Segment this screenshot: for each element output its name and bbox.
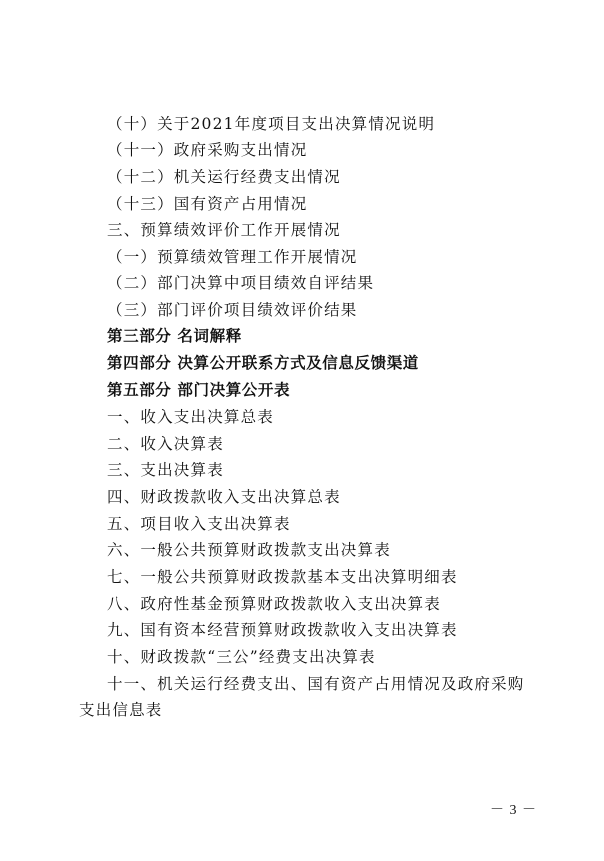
table-item-1: 一、收入支出决算总表: [107, 408, 275, 426]
toc-item-13: （十三）国有资产占用情况: [107, 195, 308, 213]
page-number: － 3 －: [490, 803, 537, 818]
table-item-3: 三、支出决算表: [107, 461, 224, 479]
table-item-10: 十、财政拨款“三公”经费支出决算表: [107, 648, 376, 666]
toc-subitem-3: （三）部门评价项目绩效评价结果: [107, 301, 358, 319]
table-item-7: 七、一般公共预算财政拨款基本支出决算明细表: [107, 568, 458, 586]
table-item-11-continuation: 支出信息表: [79, 701, 163, 719]
table-item-4: 四、财政拨款收入支出决算总表: [107, 488, 341, 506]
table-item-8: 八、政府性基金预算财政拨款收入支出决算表: [107, 595, 442, 613]
table-item-2: 二、收入决算表: [107, 435, 224, 453]
part-three-heading: 第三部分 名词解释: [107, 327, 242, 345]
toc-item-11: （十一）政府采购支出情况: [107, 141, 308, 159]
table-item-5: 五、项目收入支出决算表: [107, 515, 291, 533]
table-item-11: 十一、机关运行经费支出、国有资产占用情况及政府采购: [107, 675, 525, 693]
toc-subitem-2: （二）部门决算中项目绩效自评结果: [107, 274, 375, 292]
toc-subitem-1: （一）预算绩效管理工作开展情况: [107, 248, 358, 266]
table-item-9: 九、国有资本经营预算财政拨款收入支出决算表: [107, 621, 458, 639]
toc-item-10: （十）关于2021年度项目支出决算情况说明: [107, 115, 436, 133]
table-item-6: 六、一般公共预算财政拨款支出决算表: [107, 541, 391, 559]
part-four-heading: 第四部分 决算公开联系方式及信息反馈渠道: [107, 354, 419, 372]
toc-item-12: （十二）机关运行经费支出情况: [107, 168, 341, 186]
toc-section-3: 三、预算绩效评价工作开展情况: [107, 221, 341, 239]
part-five-heading: 第五部分 部门决算公开表: [107, 381, 291, 399]
